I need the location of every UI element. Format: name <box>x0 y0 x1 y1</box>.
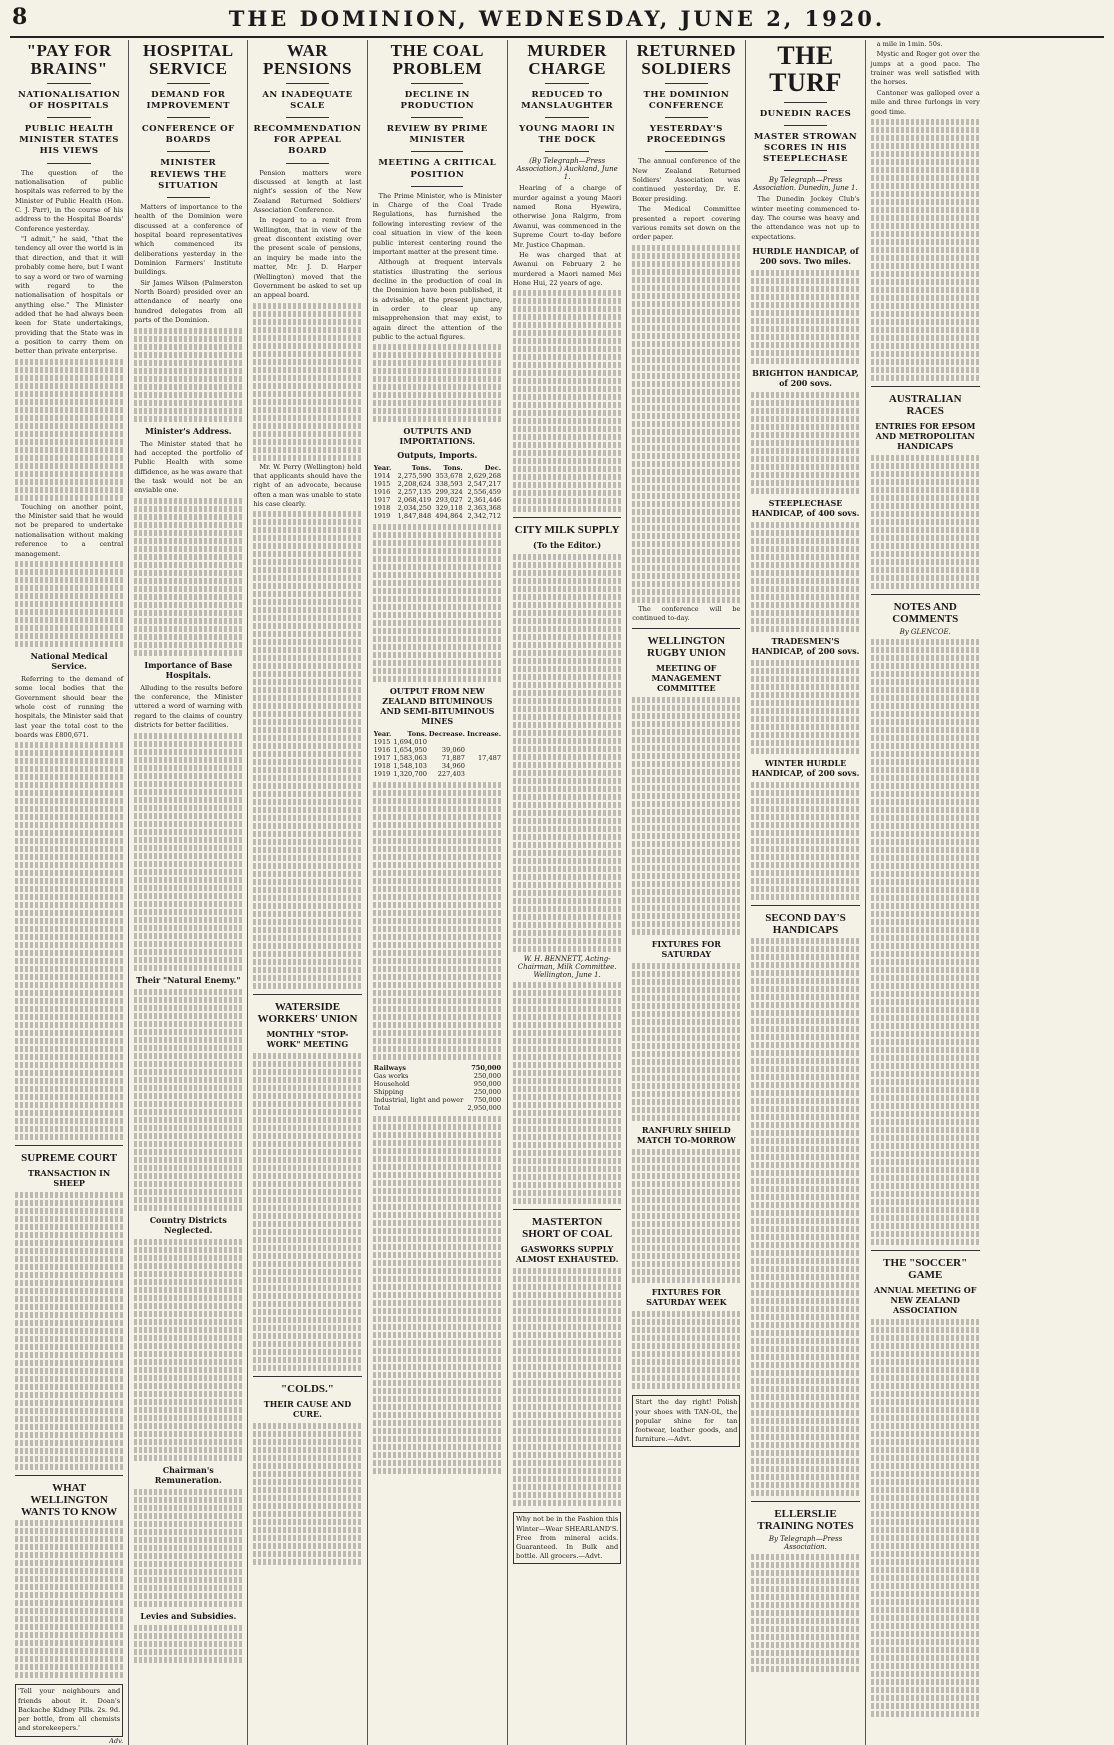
table-cell: 17,487 <box>477 754 502 763</box>
paragraph-subhead: Chairman's Remuneration. <box>154 1464 222 1485</box>
paragraph-subhead: Levies and Subsidies. <box>140 1610 237 1621</box>
section-headline: CITY MILK SUPPLY <box>514 524 620 537</box>
article-paragraph: a mile in 1min. 50s. <box>876 40 943 48</box>
table-cell: 2,950,000 <box>467 1104 502 1113</box>
table-cell: Total <box>373 1104 391 1113</box>
table-cell <box>466 746 502 754</box>
section-headline: SECOND DAY'S HANDICAPS <box>765 912 846 937</box>
article-paragraph: The Medical Committee presented a report covering various remits set down on the order paper. <box>632 205 741 242</box>
table-cell: Dec. <box>484 464 502 473</box>
table-row <box>373 464 502 472</box>
table-row <box>373 738 502 746</box>
section-subhead: ANNUAL MEETING OF NEW ZEALAND ASSOCIATION <box>873 1284 977 1315</box>
column-war-pensions <box>248 40 367 1745</box>
section-headline: ELLERSLIE TRAINING NOTES <box>757 1508 854 1533</box>
table-cell: Tons. <box>407 730 427 739</box>
article-paragraph: The Minister stated that he had accepted the portfolio of Public Health with some diffidence, as he was aware that the task would not be an enviable one. <box>134 439 243 495</box>
letter-signature: W. H. BENNETT, Acting-Chairman, Milk Committee. Wellington, June 1. <box>517 955 617 980</box>
table-row <box>373 488 502 496</box>
table-cell <box>428 738 466 746</box>
byline: By Telegraph—Press Association. Dunedin, June 1. <box>753 176 858 193</box>
article-headline: WAR PENSIONS <box>262 41 352 78</box>
article-headline: RETURNED SOLDIERS <box>636 41 737 78</box>
table-row <box>373 504 502 512</box>
race-heading: BRIGHTON HANDICAP, of 200 sovs. <box>752 368 859 389</box>
paragraph-subhead: Country Districts Neglected. <box>149 1214 227 1235</box>
table-cell: 1,320,700 <box>393 770 427 779</box>
table-cell: 250,000 <box>473 1072 502 1081</box>
table-cell: 1917 <box>373 754 391 763</box>
table-cell: Gas works <box>373 1072 409 1081</box>
table-cell: 1918 <box>373 504 391 513</box>
section-subhead: FIXTURES FOR SATURDAY <box>651 939 721 960</box>
table-cell: 71,887 <box>441 754 465 763</box>
table-cell: 227,403 <box>437 770 465 779</box>
table-cell: 329,118 <box>435 504 463 513</box>
article-subhead: REDUCED TO MANSLAUGHTER <box>521 89 614 111</box>
article-subhead: YOUNG MAORI IN THE DOCK <box>519 124 616 146</box>
article-paragraph: Matters of importance to the health of the Dominion were discussed at a conference of hospital board representatives which commenced its deliberations yesterday in the Dominion Farmers' Institute buildings. <box>134 202 243 277</box>
article-headline: "PAY FOR BRAINS" <box>26 41 112 78</box>
table-cell: 1919 <box>373 770 391 779</box>
table-cell: 293,027 <box>435 496 463 505</box>
paragraph-subhead: OUTPUTS AND IMPORTATIONS. <box>399 426 476 447</box>
column-coal-problem <box>368 40 508 1745</box>
table-caption: OUTPUT FROM NEW ZEALAND BITUMINOUS AND SEMI-BITUMINOUS MINES <box>380 686 495 727</box>
article-paragraph: In regard to a remit from Wellington, that in view of the great discontent existing over the present scale of pensions, an inquiry be made into the matter, Mr. J. D. Harper (Wellington) moved that the Government be asked to set up an appeal board. <box>253 216 362 300</box>
column-the-turf <box>746 40 865 1745</box>
table-row <box>373 1080 502 1088</box>
article-subhead: NATIONALISATION OF HOSPITALS <box>17 89 121 111</box>
table-row <box>373 472 502 480</box>
race-heading: STEEPLECHASE HANDICAP, of 400 sovs. <box>751 498 860 519</box>
table-cell: 750,000 <box>471 1064 502 1073</box>
table-cell: 494,864 <box>435 512 463 521</box>
table-cell: Decrease. <box>428 730 465 739</box>
table-cell: Industrial, light and power <box>373 1096 464 1105</box>
section-headline: THE "SOCCER" GAME <box>883 1256 968 1281</box>
table-cell: Shipping <box>373 1088 404 1097</box>
table-cell: 1,654,950 <box>393 746 427 755</box>
table-cell <box>466 762 502 770</box>
table-row <box>373 512 502 520</box>
columns-grid <box>10 40 1104 1745</box>
article-subhead: MINISTER REVIEWS THE SITUATION <box>150 158 227 191</box>
article-paragraph: "I admit," he said, "that the tendency all over the world is in that direction, and that it will probably come here, but I want to say a word or two of warning with regard to the nationalisation of hospitals or anything else." The Minister added that he had always been keen for State undertakings, providing that the State was in a position to carry them on better than private enterprise. <box>15 235 124 356</box>
table-cell: 39,060 <box>441 746 465 755</box>
table-cell: Tons. <box>443 464 463 473</box>
article-paragraph: Hearing of a charge of murder against a young Maori named Rona Hyewira, otherwise Jona Ralgrm, from Awanui, was commenced in the Supreme Court to-day before Mr. Justice Chapman. <box>513 184 622 249</box>
advertisement-credit: Adv. <box>109 1736 124 1745</box>
article-subhead: DECLINE IN PRODUCTION <box>400 89 475 111</box>
advertisement: Start the day right! Polish your shoes with TAN-OL, the popular shine for tan footwear, leather goods, and furniture.—Advt. <box>632 1395 740 1447</box>
article-headline: THE COAL PROBLEM <box>390 41 484 78</box>
table-cell: 2,342,712 <box>467 512 502 521</box>
section-headline: WATERSIDE WORKERS' UNION <box>257 1001 358 1026</box>
newspaper-title: THE DOMINION, WEDNESDAY, JUNE 2, 1920. <box>228 6 886 31</box>
race-heading: HURDLE HANDICAP, of 200 sovs. Two miles. <box>752 246 859 267</box>
article-subhead: THE DOMINION CONFERENCE <box>643 89 730 111</box>
section-subhead: THEIR CAUSE AND CURE. <box>263 1399 352 1420</box>
section-headline: NOTES AND COMMENTS <box>892 600 959 625</box>
table-row <box>373 1064 502 1072</box>
table-cell: 353,678 <box>435 472 463 481</box>
article-paragraph: The Dunedin Jockey Club's winter meeting commenced to-day. The course was heavy and the attendance was not up to expectations. <box>751 195 860 241</box>
table-cell: 1917 <box>373 496 391 505</box>
article-subhead: MEETING A CRITICAL POSITION <box>378 158 497 180</box>
table-cell: 1,847,848 <box>397 512 432 521</box>
column-turf-continued <box>866 40 985 1745</box>
article-paragraph: Cantoner was galloped over a mile and three furlongs in very good time. <box>870 88 980 116</box>
table-row <box>373 1096 502 1104</box>
table-cell: 1919 <box>373 512 391 521</box>
article-subhead: CONFERENCE OF BOARDS <box>141 124 235 146</box>
table-cell: 750,000 <box>473 1096 502 1105</box>
table-cell: 1916 <box>373 488 391 497</box>
byline: (By Telegraph—Press Association.) Auckland, June 1. <box>516 157 618 182</box>
article-subhead: DUNEDIN RACES <box>759 108 852 119</box>
article-subhead: MASTER STROWAN SCORES IN HIS STEEPLECHASE <box>753 131 858 165</box>
table-cell: 2,208,624 <box>397 480 432 489</box>
section-subhead: GASWORKS SUPPLY ALMOST EXHAUSTED. <box>515 1244 619 1265</box>
table-cell: 1915 <box>373 480 391 489</box>
article-subhead: REVIEW BY PRIME MINISTER <box>386 124 488 146</box>
byline: By Telegraph—Press Association. <box>768 1535 843 1552</box>
table-cell: 1,694,010 <box>393 738 427 747</box>
byline: By GLENCOE. <box>899 627 951 636</box>
article-paragraph: He was charged that at Awanui on February 2 he murdered a Maori named Mei Hone Hui, 22 years of age. <box>513 250 622 287</box>
table-cell: 1914 <box>373 472 391 481</box>
section-headline: WELLINGTON RUGBY UNION <box>646 635 726 660</box>
advertisement: 'Tell your neighbours and friends about it. Doan's Backache Kidney Pills. 2s. 9d. per bottle, from all chemists and storekeepers.' <box>15 1684 123 1736</box>
table-cell: 2,361,446 <box>467 496 502 505</box>
article-paragraph: The question of the nationalisation of public hospitals was referred to by the Minister of Public Health (Hon. C. J. Parr), in the course of his address to the Hospital Boards' Conference yesterday. <box>15 168 124 233</box>
article-subhead: RECOMMENDATION FOR APPEAL BOARD <box>253 124 362 157</box>
table-cell: Household <box>373 1080 410 1089</box>
race-heading: TRADESMEN'S HANDICAP, of 200 sovs. <box>751 636 860 657</box>
section-subhead: TRANSACTION IN SHEEP <box>27 1168 111 1189</box>
table-cell: 2,363,368 <box>467 504 502 513</box>
coal-output-table <box>373 464 502 520</box>
table-cell <box>466 770 502 778</box>
table-row <box>373 1104 502 1112</box>
table-row <box>373 1088 502 1096</box>
page-number: 8 <box>12 4 28 30</box>
table-cell: 338,593 <box>435 480 463 489</box>
table-cell: Increase. <box>466 730 502 739</box>
masthead <box>10 0 1104 38</box>
article-paragraph: Although at frequent intervals statistics illustrating the serious decline in the production of coal in the Dominion have been published, it is advisable, at the present juncture, in order to clear up any misapprehension that may exist, to again direct the attention of the public to the actual figures. <box>372 258 503 342</box>
section-subhead: MEETING OF MANAGEMENT COMMITTEE <box>651 663 722 694</box>
table-cell: 2,034,250 <box>397 504 432 513</box>
article-paragraph: The conference will be continued to-day. <box>632 604 741 622</box>
article-headline: HOSPITAL SERVICE <box>142 41 234 78</box>
column-pay-for-brains <box>10 40 129 1745</box>
table-cell: 2,257,135 <box>397 488 432 497</box>
section-headline: "COLDS." <box>281 1383 334 1396</box>
section-subhead: MONTHLY "STOP-WORK" MEETING <box>266 1029 349 1050</box>
paragraph-subhead: Their "Natural Enemy." <box>136 974 241 985</box>
section-headline: WHAT WELLINGTON WANTS TO KNOW <box>21 1482 118 1519</box>
table-row <box>373 496 502 504</box>
advertisement: Why not be in the Fashion this Winter—Wear SHEARLAND'S. Free from mineral acids. Guaranteed. In Bulk and bottle. All grocers.—Advt. <box>513 1512 621 1564</box>
table-row <box>373 770 502 778</box>
section-subhead: RANFURLY SHIELD MATCH TO-MORROW <box>636 1125 736 1146</box>
bituminous-output-table <box>373 730 502 778</box>
section-subhead: ENTRIES FOR EPSOM AND METROPOLITAN HANDICAPS <box>875 420 976 451</box>
article-paragraph: Alluding to the results before the conference, the Minister uttered a word of warning with regard to the claims of country districts for better facilities. <box>134 683 243 730</box>
table-row <box>373 1072 502 1080</box>
article-subhead: AN INADEQUATE SCALE <box>262 89 353 111</box>
paragraph-subhead: Minister's Address. <box>145 425 232 436</box>
article-paragraph: Sir James Wilson (Palmerston North Board) presided over an attendance of nearly one hundred delegates from all parts of the Dominion. <box>134 278 243 325</box>
table-cell: 2,275,590 <box>397 472 432 481</box>
section-headline: MASTERTON SHORT OF COAL <box>522 1216 613 1241</box>
table-cell: 950,000 <box>473 1080 502 1089</box>
table-cell: 1918 <box>373 762 391 771</box>
article-paragraph: Referring to the demand of some local bodies that the Government should bear the whole cost of running the hospitals, the Minister said that last year the total cost to the boards was £800,671. <box>15 674 124 740</box>
table-cell: Year. <box>373 464 392 473</box>
section-headline: SUPREME COURT <box>21 1152 118 1165</box>
article-subhead: DEMAND FOR IMPROVEMENT <box>146 89 231 111</box>
table-cell: 1,583,063 <box>393 754 427 763</box>
paragraph-subhead: Importance of Base Hospitals. <box>144 659 233 680</box>
article-subhead: PUBLIC HEALTH MINISTER STATES HIS VIEWS <box>19 124 119 157</box>
race-heading: WINTER HURDLE HANDICAP, of 200 sovs. <box>751 758 860 779</box>
table-row <box>373 730 502 738</box>
table-row <box>373 762 502 770</box>
table-cell: 2,068,419 <box>397 496 432 505</box>
table-cell: 1,548,103 <box>393 762 427 771</box>
table-cell: Railways <box>373 1064 406 1073</box>
table-row <box>373 754 502 762</box>
coal-consumption-table <box>373 1064 502 1112</box>
article-headline: THE TURF <box>769 41 842 98</box>
article-paragraph: Pension matters were discussed at length at last night's session of the New Zealand Returned Soldiers' Association Conference. <box>253 168 362 214</box>
table-cell: 2,629,268 <box>467 472 502 481</box>
article-paragraph: The Prime Minister, who is Minister in Charge of the Coal Trade Regulations, has furnished the following interesting review of the coal situation in view of the keen public interest centering round the important matter at the present time. <box>372 191 503 256</box>
table-cell: Year. <box>373 730 392 739</box>
table-cell: 34,960 <box>441 762 465 771</box>
section-subhead: (To the Editor.) <box>533 540 602 551</box>
article-paragraph: Mystic and Roger got over the jumps at a good pace. The trainer was well satisfied with the horses. <box>870 50 980 87</box>
paragraph-subhead: National Medical Service. <box>30 650 108 671</box>
section-headline: AUSTRALIAN RACES <box>888 392 962 417</box>
table-cell: 1915 <box>373 738 391 747</box>
article-paragraph: The annual conference of the New Zealand Returned Soldiers' Association was continued yesterday, Dr. E. Boxer presiding. <box>632 157 741 203</box>
table-row <box>373 480 502 488</box>
table-cell: 2,556,459 <box>467 488 502 497</box>
table-caption: Outputs, Imports. <box>397 450 478 461</box>
article-paragraph: Touching on another point, the Minister said that he would not be prepared to undertake nationalisation without making reference to a central management. <box>15 502 124 558</box>
column-murder-charge <box>508 40 627 1745</box>
article-headline: MURDER CHARGE <box>527 41 607 78</box>
table-cell: 250,000 <box>473 1088 502 1097</box>
column-returned-soldiers <box>627 40 746 1745</box>
table-cell <box>466 738 502 746</box>
table-cell: Tons. <box>411 464 432 473</box>
column-hospital-service <box>129 40 248 1745</box>
table-cell: 2,547,217 <box>467 480 502 489</box>
section-subhead: FIXTURES FOR SATURDAY WEEK <box>646 1287 727 1308</box>
table-cell: 1916 <box>373 746 391 755</box>
table-cell: 299,324 <box>435 488 463 497</box>
table-row <box>373 746 502 754</box>
article-subhead: YESTERDAY'S PROCEEDINGS <box>646 124 727 146</box>
article-paragraph: Mr. W. Perry (Wellington) held that applicants should have the right of an advocate, because often a man was unable to state his case clearly. <box>253 462 362 509</box>
